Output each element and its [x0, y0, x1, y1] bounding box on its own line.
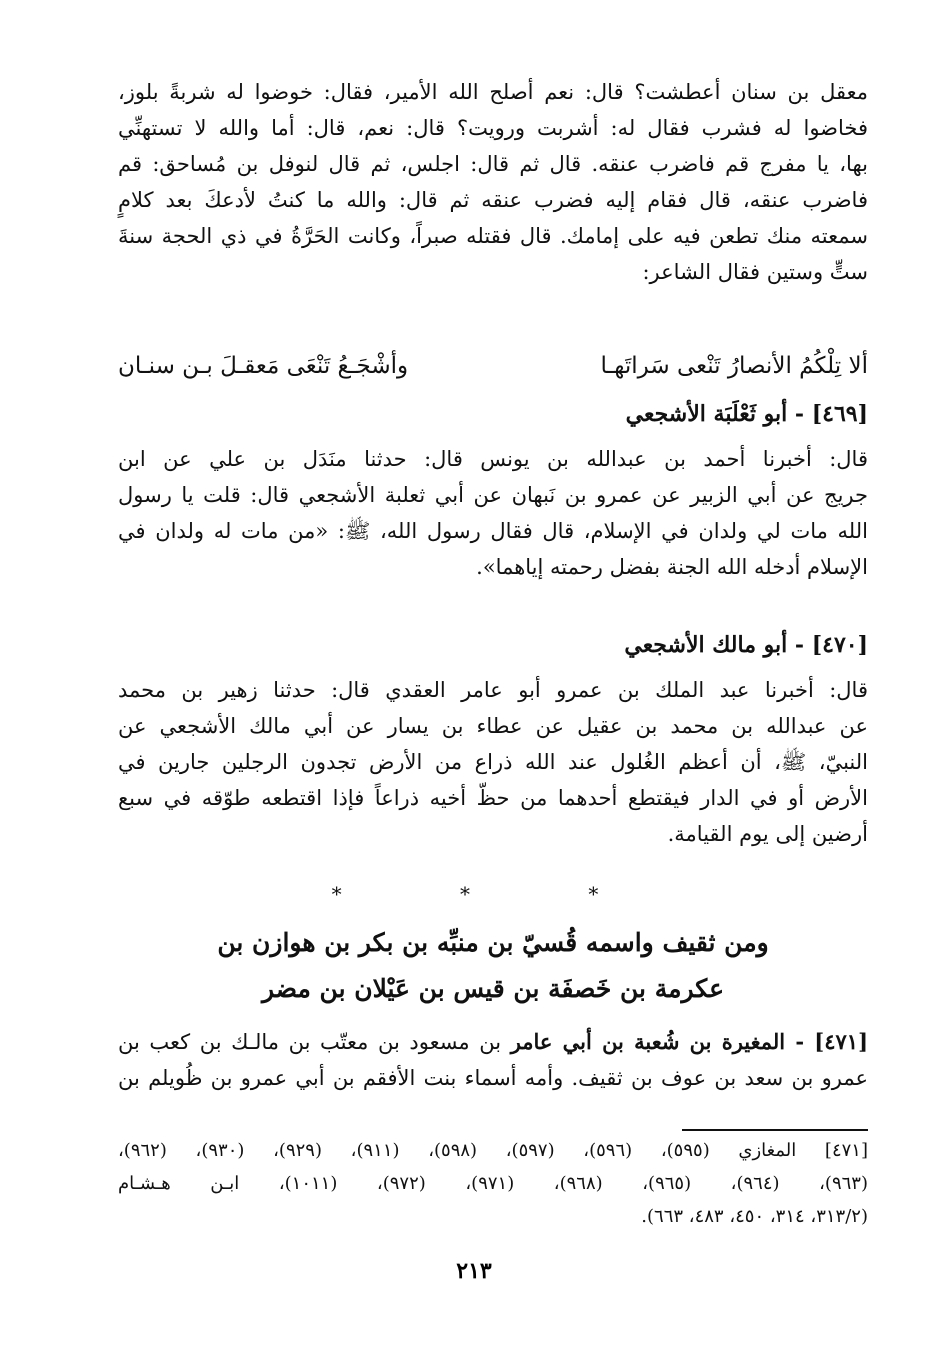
text-line: سمعته منك تطعن فيه على إمامك. قال فقتله صبراً، وكانت الحَرَّةُ في ذي الحجة سنةَ: [118, 224, 868, 248]
text-line: الله مات لي ولدان في الإسلام، قال فقال رسول الله، ﷺ: «من مات له ولدان في: [118, 519, 868, 543]
text-line: عمرو بن سعد بن عوف بن ثقيف. وأمه أسماء بنت الأفقم بن أبي عمرو بن ظُويلم بن: [118, 1066, 868, 1090]
text-line-with-heading: [118, 1024, 868, 1060]
entry-heading-469: [٤٦٩] - أبو ثَعْلَبَة الأشجعي: [625, 401, 868, 427]
entry-heading-470: [٤٧٠] - أبو مالك الأشجعي: [624, 632, 868, 658]
entry-heading-471: [٤٧١] - المغيرة بن شُعبة بن أبي عامر: [510, 1029, 868, 1054]
text-line: الإسلام أدخله الله الجنة بفضل رحمته إياهما».: [476, 555, 868, 579]
chapter-title-line: ومن ثقيف واسمه قُسيّ بن منبِّه بن بكر بن هوازن بن: [217, 928, 769, 957]
paragraph-470: [118, 672, 868, 852]
text-line: عن عبدالله بن محمد بن عقيل عن عطاء بن يسار عن أبي مالك الأشجعي عن: [118, 714, 868, 738]
footnote-471: [118, 1134, 868, 1233]
paragraph-471: [118, 1024, 868, 1096]
paragraph-battle-story: [118, 74, 868, 290]
text-line: معقل بن سنان أعطشت؟ قال: نعم أصلح الله الأمير، فقال: خوضوا له شربةً بلوز،: [118, 80, 868, 104]
text-line: جريج عن أبي الزبير عن عمرو بن نَبهان عن أبي ثعلبة الأشجعي قال: قلت يا رسول: [118, 483, 868, 507]
text-line: أرضين إلى يوم القيامة.: [667, 822, 868, 846]
page-number: ٢١٣: [456, 1258, 492, 1284]
footnote-line: (٩٦٣)، (٩٦٤)، (٩٦٥)، (٩٦٨)، (٩٧١)، (٩٧٢)، (١٠١١)، ابـن هـشـام: [118, 1173, 868, 1194]
paragraph-469: [118, 441, 868, 585]
text-line: النبيّ، ﷺ، أن أعظم الغُلول عند الله ذراع من الأرض تجدون الرجلين جارين في: [118, 750, 868, 774]
text-line: قال: أخبرنا أحمد بن عبدالله بن يونس قال: حدثنا منَدَل بن علي عن ابن: [118, 447, 868, 471]
footnote-line: [٤٧١] المغازي (٥٩٥)، (٥٩٦)، (٥٩٧)، (٥٩٨)، (٩١١)، (٩٢٩)، (٩٣٠)، (٩٦٢)،: [118, 1140, 868, 1161]
poem-hemistich-right: ألا تِلْكُمُ الأنصارُ تَنْعى سَراتَهـا: [600, 353, 868, 379]
footnote-divider: [682, 1129, 868, 1131]
text-run: بن مسعود بن معتّب بن مالـك بن كعب بن: [118, 1030, 511, 1054]
text-line: بها، يا مفرج قم فاضرب عنقه. قال ثم قال: اجلس، ثم قال لنوفل بن مُساحق: قم: [118, 152, 868, 176]
poem-hemistich-left: وأشْجَـعُ تَنْعَى مَعقـلَ بـن سنـان: [118, 353, 409, 379]
text-line: قال: أخبرنا عبد الملك بن عمرو أبو عامر العقدي قال: حدثنا زهير بن محمد: [118, 678, 868, 702]
text-line: فخاضوا له فشرب فقال له: أشربت ورويت؟ قال: نعم، قال: أما والله لا تستهنِّي: [118, 116, 868, 140]
footnote-line: (٣١٣/٢، ٣١٤، ٤٥٠، ٤٨٣، ٦٦٣).: [641, 1206, 868, 1227]
text-line: الأرض أو في الدار فيقتطع أحدهما من حظّ أخيه ذراعاً فإذا اقتطعه طوّقه في سبع: [118, 786, 868, 810]
chapter-title: [118, 920, 868, 1012]
text-line: فاضرب عنقه، قال فقام إليه فضرب عنقه ثم قال: والله ما كنتُ لأدعكَ بعد كلامٍ: [118, 188, 868, 212]
chapter-title-line: عكرمة بن خَصفَة بن قيس بن عَيْلان بن مضر: [261, 974, 725, 1003]
text-line: ستٍّ وستين فقال الشاعر:: [642, 260, 868, 284]
section-separator: * * *: [331, 882, 655, 906]
poem-verse: [118, 346, 868, 386]
